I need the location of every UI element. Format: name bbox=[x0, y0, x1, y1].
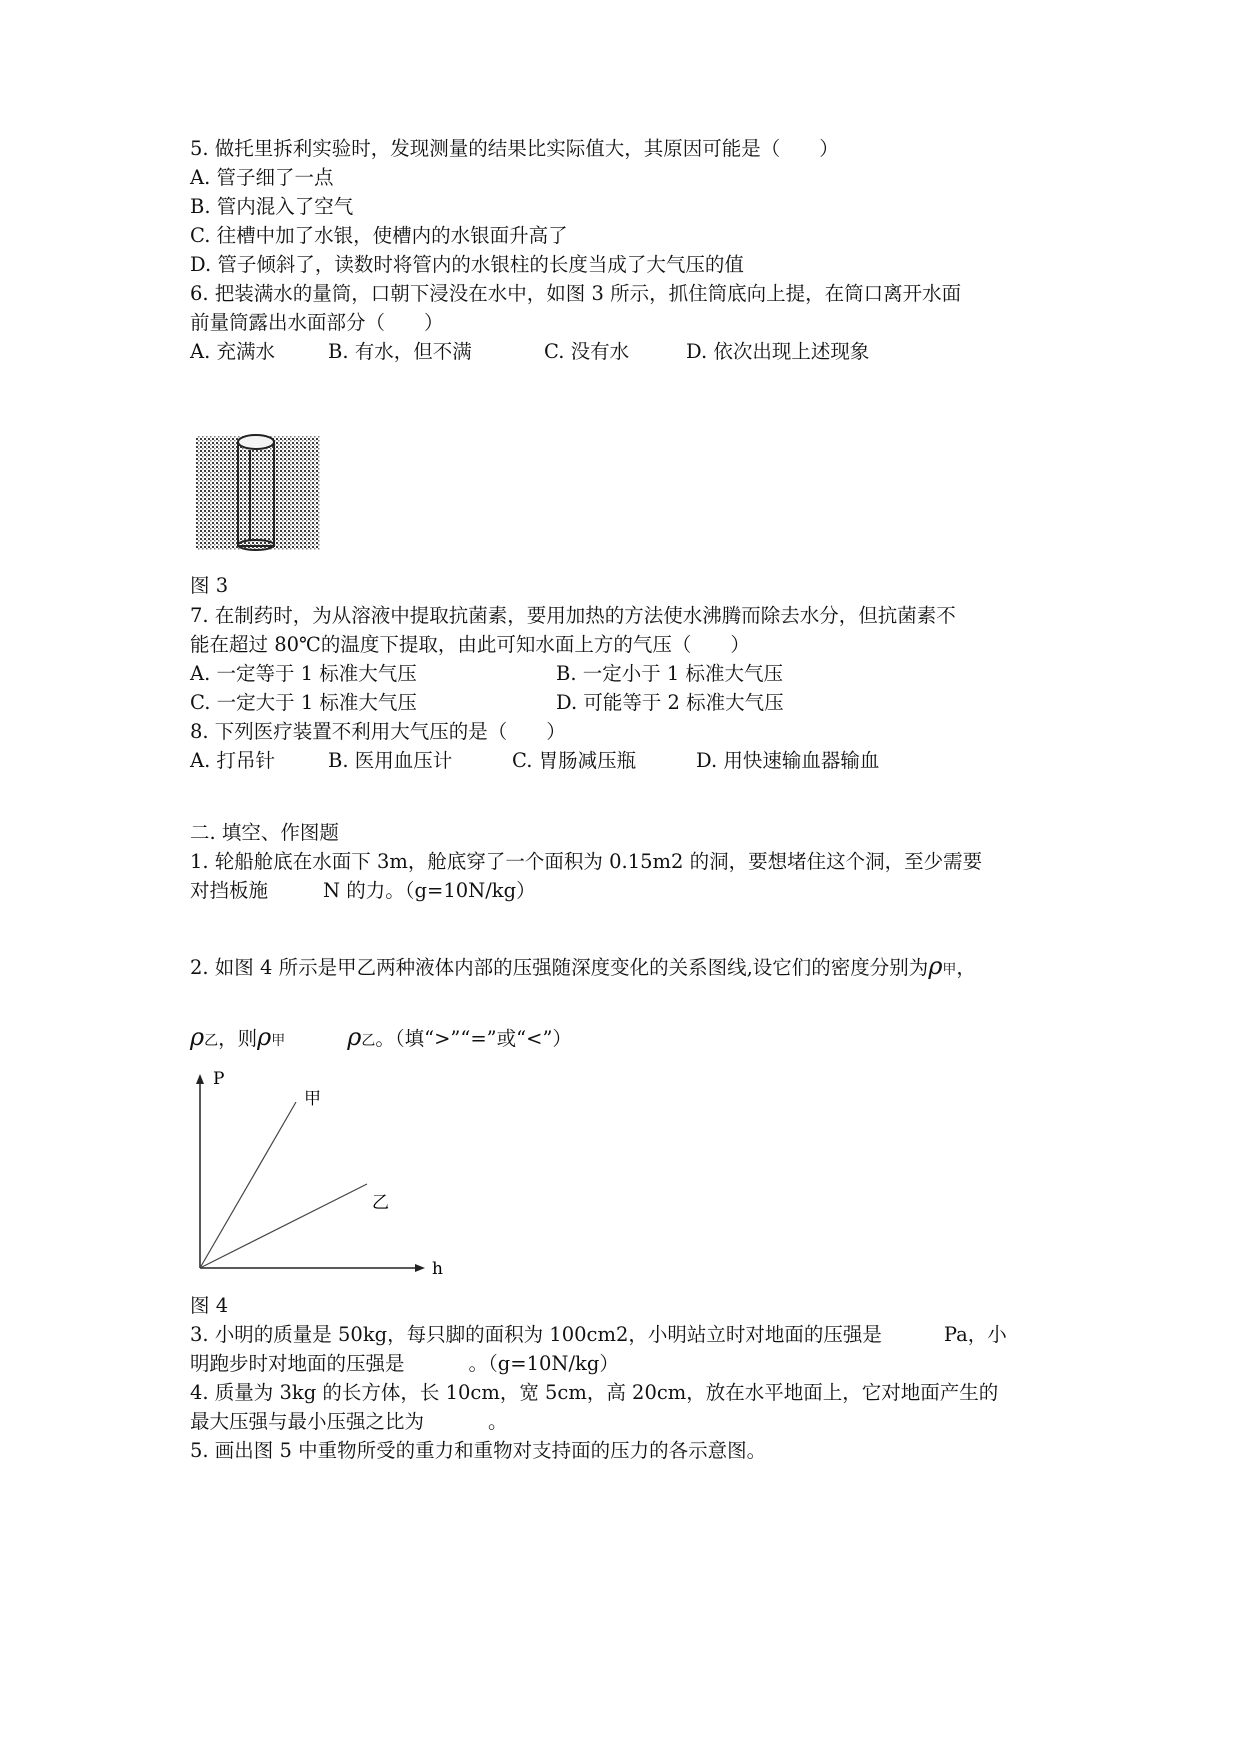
rho-subscript-yi: 乙 bbox=[204, 1033, 219, 1049]
y-axis-label: P bbox=[213, 1069, 225, 1089]
q7-option-c: C. 一定大于 1 标准大气压 bbox=[190, 691, 417, 714]
q8-stem: 8. 下列医疗装置不利用大气压的是（ ） bbox=[190, 720, 566, 743]
line-jia-label: 甲 bbox=[304, 1089, 321, 1109]
q8-options bbox=[190, 748, 1090, 774]
rho-subscript-jia: 甲 bbox=[942, 962, 957, 978]
q5-option-a: A. 管子细了一点 bbox=[190, 166, 334, 189]
q5-option-d: D. 管子倾斜了，读数时将管内的水银柱的长度当成了大气压的值 bbox=[190, 253, 744, 276]
q7-option-a: A. 一定等于 1 标准大气压 bbox=[190, 662, 417, 685]
f1-line1: 1. 轮船舱底在水面下 3m，舱底穿了一个面积为 0.15m2 的洞，要想堵住这个洞，至少需要 bbox=[190, 850, 983, 873]
f3-line2-prefix: 明跑步时对地面的压强是 bbox=[190, 1352, 405, 1375]
f3-line2-suffix: 。（g=10N/kg） bbox=[468, 1352, 619, 1375]
q5-stem: 5. 做托里拆利实验时，发现测量的结果比实际值大，其原因可能是（ ） bbox=[190, 137, 839, 160]
f4-line1: 4. 质量为 3kg 的长方体，长 10cm，宽 5cm，高 20cm，放在水平地面上，它对地面产生的 bbox=[190, 1381, 999, 1404]
q6-options bbox=[190, 339, 1090, 365]
q6-option-d: D. 依次出现上述现象 bbox=[686, 340, 870, 363]
f4-line2-suffix: 。 bbox=[488, 1410, 508, 1433]
q6-option-b: B. 有水，但不满 bbox=[328, 340, 472, 363]
rho-symbol: ρ bbox=[257, 1023, 272, 1051]
f4-line2 bbox=[190, 1409, 508, 1435]
f3-line1 bbox=[190, 1322, 1007, 1348]
q7-stem-line2: 能在超过 80℃的温度下提取，由此可知水面上方的气压（ ） bbox=[190, 633, 750, 656]
f2-then: ，则 bbox=[218, 1027, 258, 1050]
f2-line2 bbox=[190, 1024, 572, 1054]
q6-option-c: C. 没有水 bbox=[544, 340, 630, 363]
q8-option-d: D. 用快速输血器输血 bbox=[696, 749, 880, 772]
f3-line2 bbox=[190, 1351, 619, 1377]
f5-line1: 5. 画出图 5 中重物所受的重力和重物对支持面的压力的各示意图。 bbox=[190, 1439, 767, 1462]
line-yi-label: 乙 bbox=[372, 1193, 389, 1213]
x-axis-label: h bbox=[432, 1259, 443, 1279]
figure-3-cylinder-in-water bbox=[196, 430, 320, 552]
q7-stem-line1: 7. 在制药时，为从溶液中提取抗菌素，要用加热的方法使水沸腾而除去水分，但抗菌素不 bbox=[190, 604, 956, 627]
section-2-heading: 二. 填空、作图题 bbox=[190, 821, 339, 844]
q7-options-row2 bbox=[190, 690, 1090, 716]
f1-line2 bbox=[190, 878, 536, 904]
x-axis-arrow bbox=[415, 1264, 425, 1272]
figure-4-pressure-depth-graph bbox=[180, 1068, 460, 1288]
figure-4-caption: 图 4 bbox=[190, 1294, 229, 1317]
f2-line1 bbox=[190, 953, 976, 983]
f3-line1-suffix: Pa，小 bbox=[943, 1323, 1007, 1346]
rho-symbol: ρ bbox=[347, 1023, 362, 1051]
q5-option-c: C. 往槽中加了水银，使槽内的水银面升高了 bbox=[190, 224, 568, 247]
f3-line1-prefix: 3. 小明的质量是 50kg，每只脚的面积为 100cm2，小明站立时对地面的压强是 bbox=[190, 1323, 882, 1346]
line-yi bbox=[200, 1184, 367, 1268]
cylinder-base-top bbox=[238, 435, 274, 449]
q8-option-b: B. 医用血压计 bbox=[328, 749, 453, 772]
q8-option-c: C. 胃肠减压瓶 bbox=[512, 749, 637, 772]
q7-option-d: D. 可能等于 2 标准大气压 bbox=[556, 691, 784, 714]
f2-tail: 。（填“>”“=”或“<”） bbox=[375, 1027, 572, 1050]
q8-option-a: A. 打吊针 bbox=[190, 749, 275, 772]
q7-option-b: B. 一定小于 1 标准大气压 bbox=[556, 662, 784, 685]
rho-subscript-yi: 乙 bbox=[361, 1033, 376, 1049]
f1-line2-suffix: N 的力。（g=10N/kg） bbox=[323, 879, 536, 902]
f4-line2-prefix: 最大压强与最小压强之比为 bbox=[190, 1410, 425, 1433]
rho-symbol: ρ bbox=[928, 952, 943, 980]
y-axis-arrow bbox=[196, 1074, 204, 1084]
q6-stem-line1: 6. 把装满水的量筒，口朝下浸没在水中，如图 3 所示，抓住筒底向上提，在筒口离开水面 bbox=[190, 282, 962, 305]
q6-stem-line2: 前量筒露出水面部分（ ） bbox=[190, 311, 444, 334]
rho-subscript-jia: 甲 bbox=[271, 1033, 286, 1049]
figure-3-caption: 图 3 bbox=[190, 574, 229, 597]
cylinder-body bbox=[238, 442, 274, 546]
q7-options-row1 bbox=[190, 661, 1090, 687]
q5-option-b: B. 管内混入了空气 bbox=[190, 195, 354, 218]
f2-line1-text: 2. 如图 4 所示是甲乙两种液体内部的压强随深度变化的关系图线,设它们的密度分别为 bbox=[190, 956, 929, 979]
line-jia bbox=[200, 1102, 296, 1268]
q6-option-a: A. 充满水 bbox=[190, 340, 275, 363]
f2-comma: ， bbox=[956, 956, 976, 979]
rho-symbol: ρ bbox=[190, 1023, 205, 1051]
f1-line2-prefix: 对挡板施 bbox=[190, 879, 269, 902]
